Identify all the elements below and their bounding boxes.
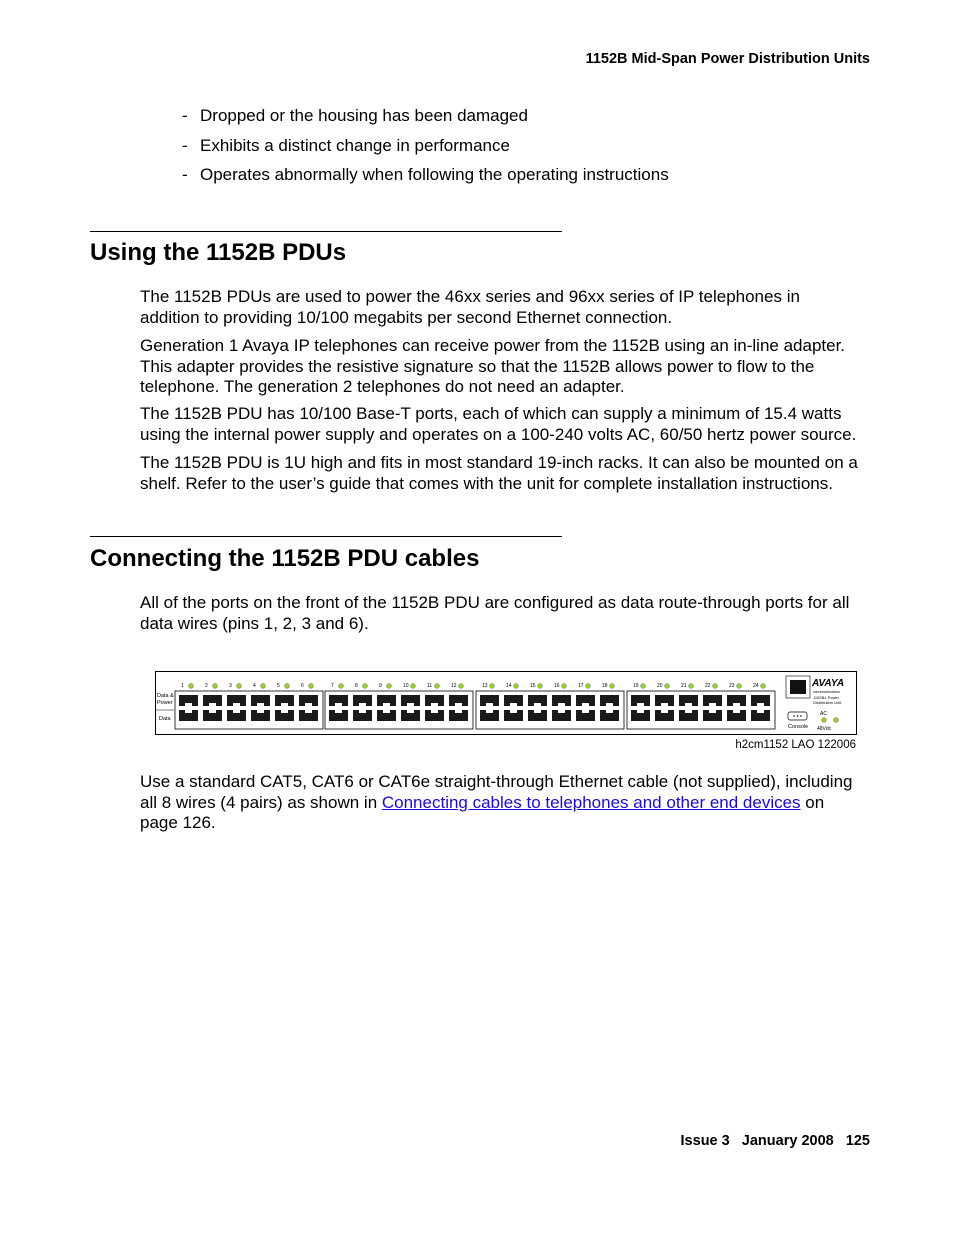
footer-issue: Issue 3 [680,1133,730,1149]
console-pin [797,715,799,717]
rj45-latch [185,710,192,713]
port-led [538,684,543,689]
rj45-latch [305,710,312,713]
brand-line: 1152B1 Power [813,695,839,700]
port-led [610,684,615,689]
cross-reference-link[interactable]: Connecting cables to telephones and other end devices [381,792,801,812]
page-number: 125 [845,1133,870,1149]
rj45-latch [281,703,288,706]
console-pin [793,715,795,717]
section-heading-connecting: Connecting the 1152B PDU cables [90,545,480,572]
rj45-latch [757,703,764,706]
port-number: 3 [229,683,232,689]
rj45-latch [637,703,644,706]
rj45-latch [582,710,589,713]
rj45-latch [209,710,216,713]
port-number: 15 [530,683,536,689]
footer-date: January 2008 [741,1133,834,1149]
dc-label: 48Vdc [817,726,832,732]
section-heading-using: Using the 1152B PDUs [90,239,347,266]
paragraph: The 1152B PDUs are used to power the 46xx series and 96xx series of IP telephones in addition to providing 10/100 megabits per second Ethernet connection. [140,287,800,327]
ac-label: AC [820,711,827,717]
rj45-latch [606,703,613,706]
rj45-latch [383,710,390,713]
port-led [641,684,646,689]
paragraph-cable: Use a standard CAT5, CAT6 or CAT6e straight-through Ethernet cable (not supplied), including all 8 wires (4 pairs) as shown in Connecting cables to telephones and other end devices on page 126. [140,772,853,832]
port-number: 13 [482,683,488,689]
port-number: 8 [355,683,358,689]
port-led [189,684,194,689]
port-led [285,684,290,689]
port-led [435,684,440,689]
rj45-latch [661,710,668,713]
rj45-latch [407,710,414,713]
ac-led [822,718,827,723]
rj45-latch [661,703,668,706]
port-led [713,684,718,689]
paragraph: The 1152B PDU has 10/100 Base-T ports, each of which can supply a minimum of 15.4 watts using the internal power supply and operates on a 100-240 volts AC, 60/50 hertz power source. [140,404,857,444]
rj45-latch [534,710,541,713]
pdu-front-panel [155,671,858,736]
section-rule [90,536,562,537]
port-number: 22 [705,683,711,689]
paragraph: All of the ports on the front of the 1152B PDU are configured as data route-through ports for all data wires (pins 1, 2, 3 and 6). [140,593,850,633]
rj45-latch [209,703,216,706]
rj45-latch [733,710,740,713]
port-led [387,684,392,689]
rj45-latch [709,703,716,706]
rj45-latch [637,710,644,713]
rj45-latch [558,710,565,713]
brand-line: Distribution Unit [813,700,842,705]
rj45-latch [534,703,541,706]
port-number: 20 [657,683,663,689]
bullet-marker: - [182,135,188,155]
port-led [586,684,591,689]
rj45-latch [281,710,288,713]
port-number: 24 [753,683,759,689]
console-pin [800,715,802,717]
rj45-latch [455,710,462,713]
port-led [737,684,742,689]
port-number: 17 [578,683,584,689]
rj45-latch [257,703,264,706]
rj45-latch [486,703,493,706]
rj45-latch [709,710,716,713]
paragraph: Generation 1 Avaya IP telephones can receive power from the 1152B using an in-line adapter. This adapter provides the resistive signature so that the 1152B allows power to flow to the telephone. The generation 2 telephones do not need an adapter. [140,336,846,396]
rj45-latch [185,703,192,706]
port-led [213,684,218,689]
port-led [490,684,495,689]
rj45-latch [383,703,390,706]
rj45-latch [359,710,366,713]
port-led [261,684,266,689]
port-number: 14 [506,683,512,689]
figure-caption: h2cm1152 LAO 122006 [735,739,856,751]
rj45-latch [486,710,493,713]
rj45-latch [685,703,692,706]
row-label-data: Data [159,716,171,722]
bullet-list [182,106,669,195]
port-number: 19 [633,683,639,689]
port-led [761,684,766,689]
rj45-latch [233,710,240,713]
row-label-data-power-2: Power [157,700,173,706]
rj45-latch [685,710,692,713]
bullet-item: - Operates abnormally when following the operating instructions [182,165,669,184]
port-led [363,684,368,689]
port-number: 11 [427,683,433,689]
rj45-latch [257,710,264,713]
port-number: 7 [331,683,334,689]
bullet-marker: - [182,106,188,125]
port-led [689,684,694,689]
port-led [459,684,464,689]
rj45-latch [335,710,342,713]
port-number: 23 [729,683,735,689]
row-label-data-power-1: Data & [157,693,174,699]
section-rule [90,231,562,232]
rj45-latch [233,703,240,706]
port-number: 18 [602,683,608,689]
brand-line: communication [813,689,840,694]
console-label: Console [788,724,809,730]
port-number: 9 [379,683,382,689]
rj45-latch [431,710,438,713]
port-led [411,684,416,689]
rj45-latch [407,703,414,706]
rj45-latch [510,703,517,706]
pdu-front-panel-figure [155,671,858,736]
avaya-logo: AVAYA [812,678,845,689]
rj45-latch [431,703,438,706]
port-number: 12 [451,683,457,689]
rj45-latch [733,703,740,706]
port-led [514,684,519,689]
page-footer [681,1133,870,1149]
rj45-latch [757,710,764,713]
paragraph: The 1152B PDU is 1U high and fits in most standard 19-inch racks. It can also be mounted on a shelf. Refer to the user’s guide that comes with the unit for complete installation instructions. [140,453,858,493]
rj45-latch [305,703,312,706]
port-number: 1 [181,683,184,689]
port-led [309,684,314,689]
rj45-latch [335,703,342,706]
rj45-latch [510,710,517,713]
port-number: 21 [681,683,687,689]
uplink-port [790,680,806,694]
rj45-latch [359,703,366,706]
rj45-latch [455,703,462,706]
port-number: 4 [253,683,256,689]
port-number: 5 [277,683,280,689]
port-led [562,684,567,689]
running-header: 1152B Mid-Span Power Distribution Units [585,51,870,67]
port-number: 10 [403,683,409,689]
port-number: 16 [554,683,560,689]
port-number: 6 [301,683,304,689]
bullet-item: - Dropped or the housing has been damaged [182,106,528,125]
port-led [237,684,242,689]
dc-led [834,718,839,723]
port-led [339,684,344,689]
bullet-marker: - [182,165,188,184]
rj45-latch [582,703,589,706]
rj45-latch [558,703,565,706]
bullet-item: - Exhibits a distinct change in performance [182,135,510,155]
port-number: 2 [205,683,208,689]
rj45-latch [606,710,613,713]
port-led [665,684,670,689]
